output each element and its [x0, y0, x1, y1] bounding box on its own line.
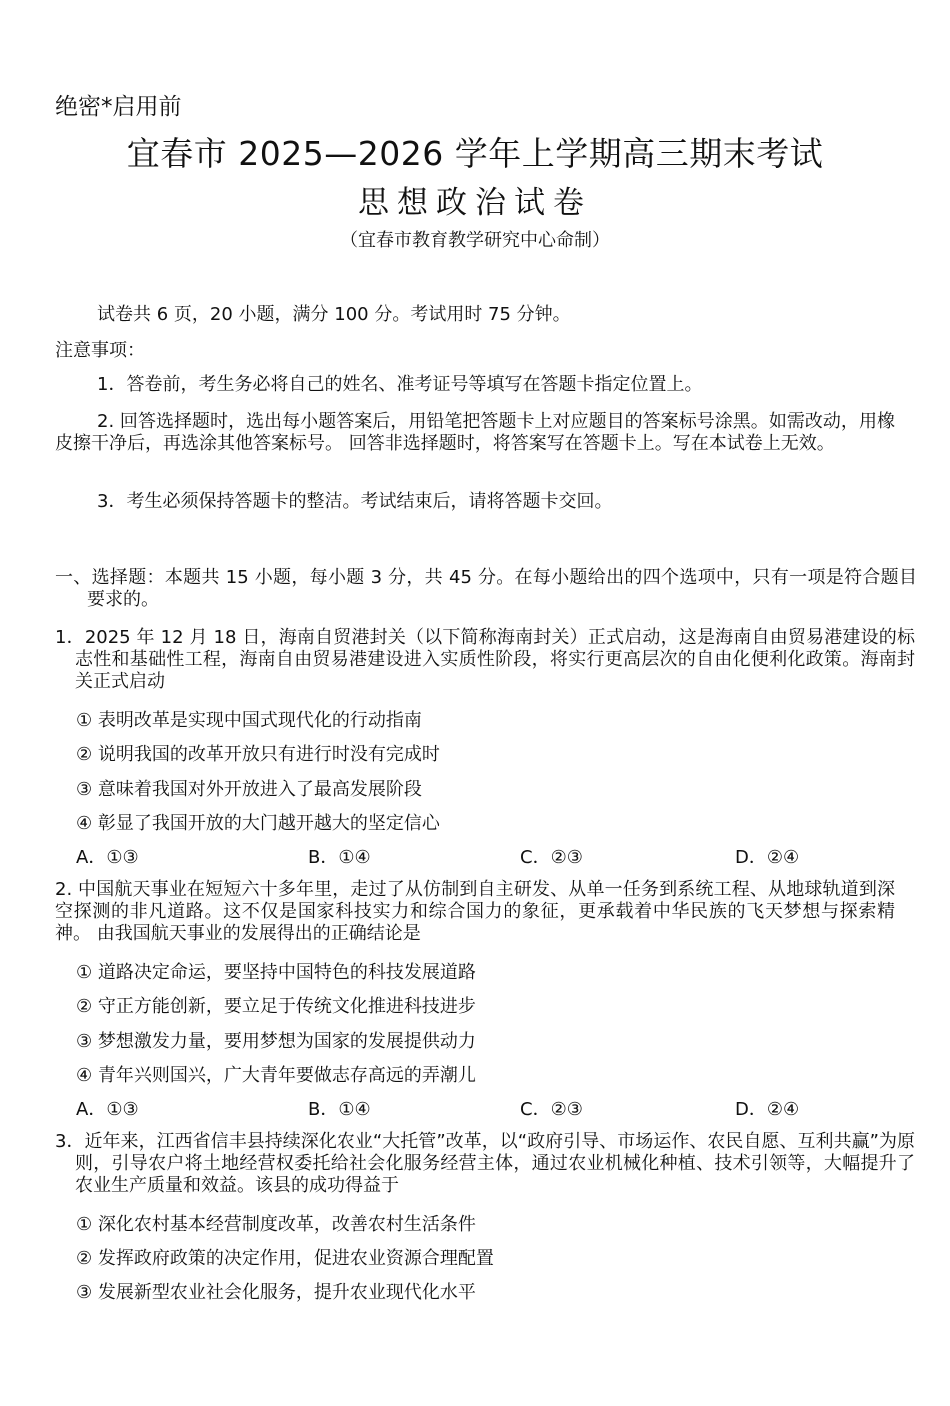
question-2-option-1: ① 道路决定命运，要坚持中国特色的科技发展道路	[76, 962, 476, 983]
section-heading: 一、选择题：本题共 15 小题，每小题 3 分，共 45 分。在每小题给出的四个选项中，只有一项是符合题目要求的。	[55, 567, 917, 610]
confidential-mark: 绝密*启用前	[55, 94, 182, 120]
question-2-option-3: ③ 梦想激发力量，要用梦想为国家的发展提供动力	[76, 1031, 476, 1052]
question-1-choice-d: D．②④	[735, 847, 800, 868]
question-2-choice-a: A．①③	[76, 1099, 139, 1120]
question-1-option-3: ③ 意味着我国对外开放进入了最高发展阶段	[76, 779, 422, 800]
question-1-choice-c: C．②③	[520, 847, 583, 868]
question-2-choice-c: C．②③	[520, 1099, 583, 1120]
notice-item-2: 2. 回答选择题时，选出每小题答案后，用铅笔把答题卡上对应题目的答案标号涂黑。如需改动，用橡皮擦干净后，再选涂其他答案标号。 回答非选择题时，将答案写在答题卡上。写在本试卷上无效。	[55, 411, 895, 454]
question-1-option-1: ① 表明改革是实现中国式现代化的行动指南	[76, 710, 422, 731]
question-3-stem: 3．近年来，江西省信丰县持续深化农业“大托管”改革，以“政府引导、市场运作、农民自愿、互利共赢”为原则，引导农户将土地经营权委托给社会化服务经营主体，通过农业机械化种植、技术引领等，大幅提升了农业生产质量和效益。该县的成功得益于	[55, 1131, 915, 1196]
notice-label: 注意事项：	[55, 340, 145, 361]
exam-maker: （宜春市教育教学研究中心命制）	[340, 230, 610, 251]
question-2-choice-b: B．①④	[308, 1099, 371, 1120]
exam-summary: 试卷共 6 页，20 小题，满分 100 分。考试用时 75 分钟。	[97, 304, 571, 325]
question-1-option-2: ② 说明我国的改革开放只有进行时没有完成时	[76, 744, 440, 765]
question-2-stem: 2. 中国航天事业在短短六十多年里，走过了从仿制到自主研发、从单一任务到系统工程、从地球轨道到深空探测的非凡道路。这不仅是国家科技实力和综合国力的象征，更承载着中华民族的飞天梦想与探索精神。 由我国航天事业的发展得出的正确结论是	[55, 879, 895, 944]
question-1-choice-b: B．①④	[308, 847, 371, 868]
notice-item-3: 3．考生必须保持答题卡的整洁。考试结束后，请将答题卡交回。	[97, 491, 613, 512]
question-2-option-2: ② 守正方能创新，要立足于传统文化推进科技进步	[76, 996, 476, 1017]
question-3-option-3: ③ 发展新型农业社会化服务，提升农业现代化水平	[76, 1282, 476, 1303]
notice-item-1: 1．答卷前，考生务必将自己的姓名、准考证号等填写在答题卡指定位置上。	[97, 374, 703, 395]
exam-title: 宜春市 2025—2026 学年上学期高三期末考试	[126, 134, 824, 173]
question-1-option-4: ④ 彰显了我国开放的大门越开越大的坚定信心	[76, 813, 440, 834]
question-2-choice-d: D．②④	[735, 1099, 800, 1120]
exam-subject-title: 思想政治试卷	[358, 185, 592, 221]
question-2-option-4: ④ 青年兴则国兴，广大青年要做志存高远的弄潮儿	[76, 1065, 476, 1086]
question-1-stem: 1．2025 年 12 月 18 日，海南自贸港封关（以下简称海南封关）正式启动，这是海南自由贸易港建设的标志性和基础性工程，海南自由贸易港建设进入实质性阶段，将实行更高层次的自由化便利化政策。海南封关正式启动	[55, 627, 915, 692]
question-3-option-2: ② 发挥政府政策的决定作用，促进农业资源合理配置	[76, 1248, 494, 1269]
question-3-option-1: ① 深化农村基本经营制度改革，改善农村生活条件	[76, 1214, 476, 1235]
question-1-choice-a: A．①③	[76, 847, 139, 868]
